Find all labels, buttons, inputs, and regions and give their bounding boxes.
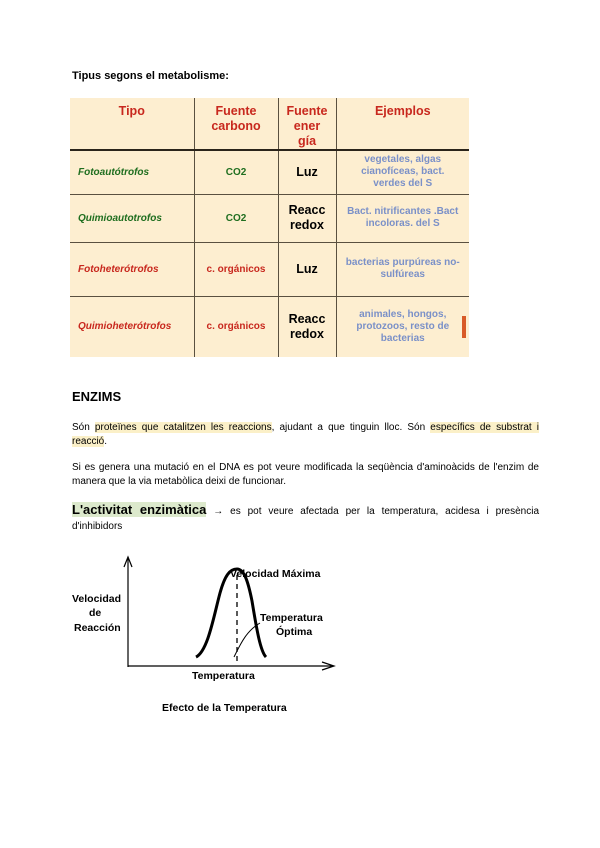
- y-label-line-1: Velocidad: [72, 593, 122, 605]
- table-edge-mark: [462, 316, 466, 338]
- cell-tipo: Quimioheterótrofos: [70, 296, 194, 357]
- figure-caption: Efecto de la Temperatura: [162, 702, 287, 714]
- peak-label: Velocidad Máxima: [230, 568, 321, 580]
- y-label-line-3: Reacción: [74, 622, 121, 634]
- paragraph-enzims-definition: Són proteïnes que catalitzen les reaccions, ajudant a que tinguin lloc. Són específics de substrat i reacció.: [72, 422, 540, 447]
- x-label: Temperatura: [192, 670, 255, 682]
- optimum-label-line-2: Óptima: [276, 626, 313, 638]
- cell-carbono: CO2: [194, 150, 278, 194]
- y-label-line-2: de: [89, 607, 102, 619]
- highlight-specific: específics de substrat i reacció: [72, 422, 540, 447]
- header-ejemplos: Ejemplos: [336, 98, 469, 150]
- cell-tipo: Quimioautotrofos: [70, 194, 194, 242]
- cell-ejemplos: vegetales, algas cianofíceas, bact. verdes del S: [336, 150, 469, 194]
- header-fuente-energia: Fuente ener gía: [278, 98, 336, 150]
- paragraph-mutation: Si es genera una mutació en el DNA es pot veure modificada la seqüència d'aminoàcids de l'enzim de manera que la via metabòlica deixi de funcionar.: [72, 462, 539, 487]
- temperature-curve: [196, 569, 266, 657]
- optimum-label-line-1: Temperatura: [260, 612, 323, 624]
- paragraph-activity: L'activitat enzimàtica → es pot veure afectada per la temperatura, acidesa i presència d'inhibidors: [72, 502, 540, 532]
- cell-energia: Luz: [278, 150, 336, 194]
- table-row: [70, 194, 469, 242]
- table-row: [70, 296, 469, 357]
- highlight-enzyme-activity: L'activitat enzimàtica: [72, 502, 207, 517]
- section-title-metabolism: Tipus segons el metabolisme:: [72, 70, 229, 82]
- table-row: [70, 150, 469, 194]
- cell-carbono: c. orgánicos: [194, 242, 278, 296]
- section-title-enzims: ENZIMS: [72, 389, 122, 404]
- header-fuente-carbono: Fuente carbono: [194, 98, 278, 150]
- cell-energia: Luz: [278, 242, 336, 296]
- cell-tipo: Fotoheterótrofos: [70, 242, 194, 296]
- cell-ejemplos: bacterias purpúreas no- sulfúreas: [336, 242, 469, 296]
- cell-carbono: CO2: [194, 194, 278, 242]
- table-header-row: [70, 98, 469, 150]
- temperature-effect-figure: [60, 545, 360, 725]
- cell-carbono: c. orgánicos: [194, 296, 278, 357]
- cell-energia: Reacc redox: [278, 296, 336, 357]
- cell-energia: Reacc redox: [278, 194, 336, 242]
- header-tipo: Tipo: [70, 98, 194, 150]
- metabolism-table: [70, 98, 469, 357]
- cell-tipo: Fotoautótrofos: [70, 150, 194, 194]
- table-row: [70, 242, 469, 296]
- cell-ejemplos: Bact. nitrificantes .Bact incoloras. del S: [336, 194, 469, 242]
- cell-ejemplos: animales, hongos, protozoos, resto de bacterias: [336, 296, 469, 357]
- highlight-proteins: proteïnes que catalitzen les reaccions: [94, 422, 272, 433]
